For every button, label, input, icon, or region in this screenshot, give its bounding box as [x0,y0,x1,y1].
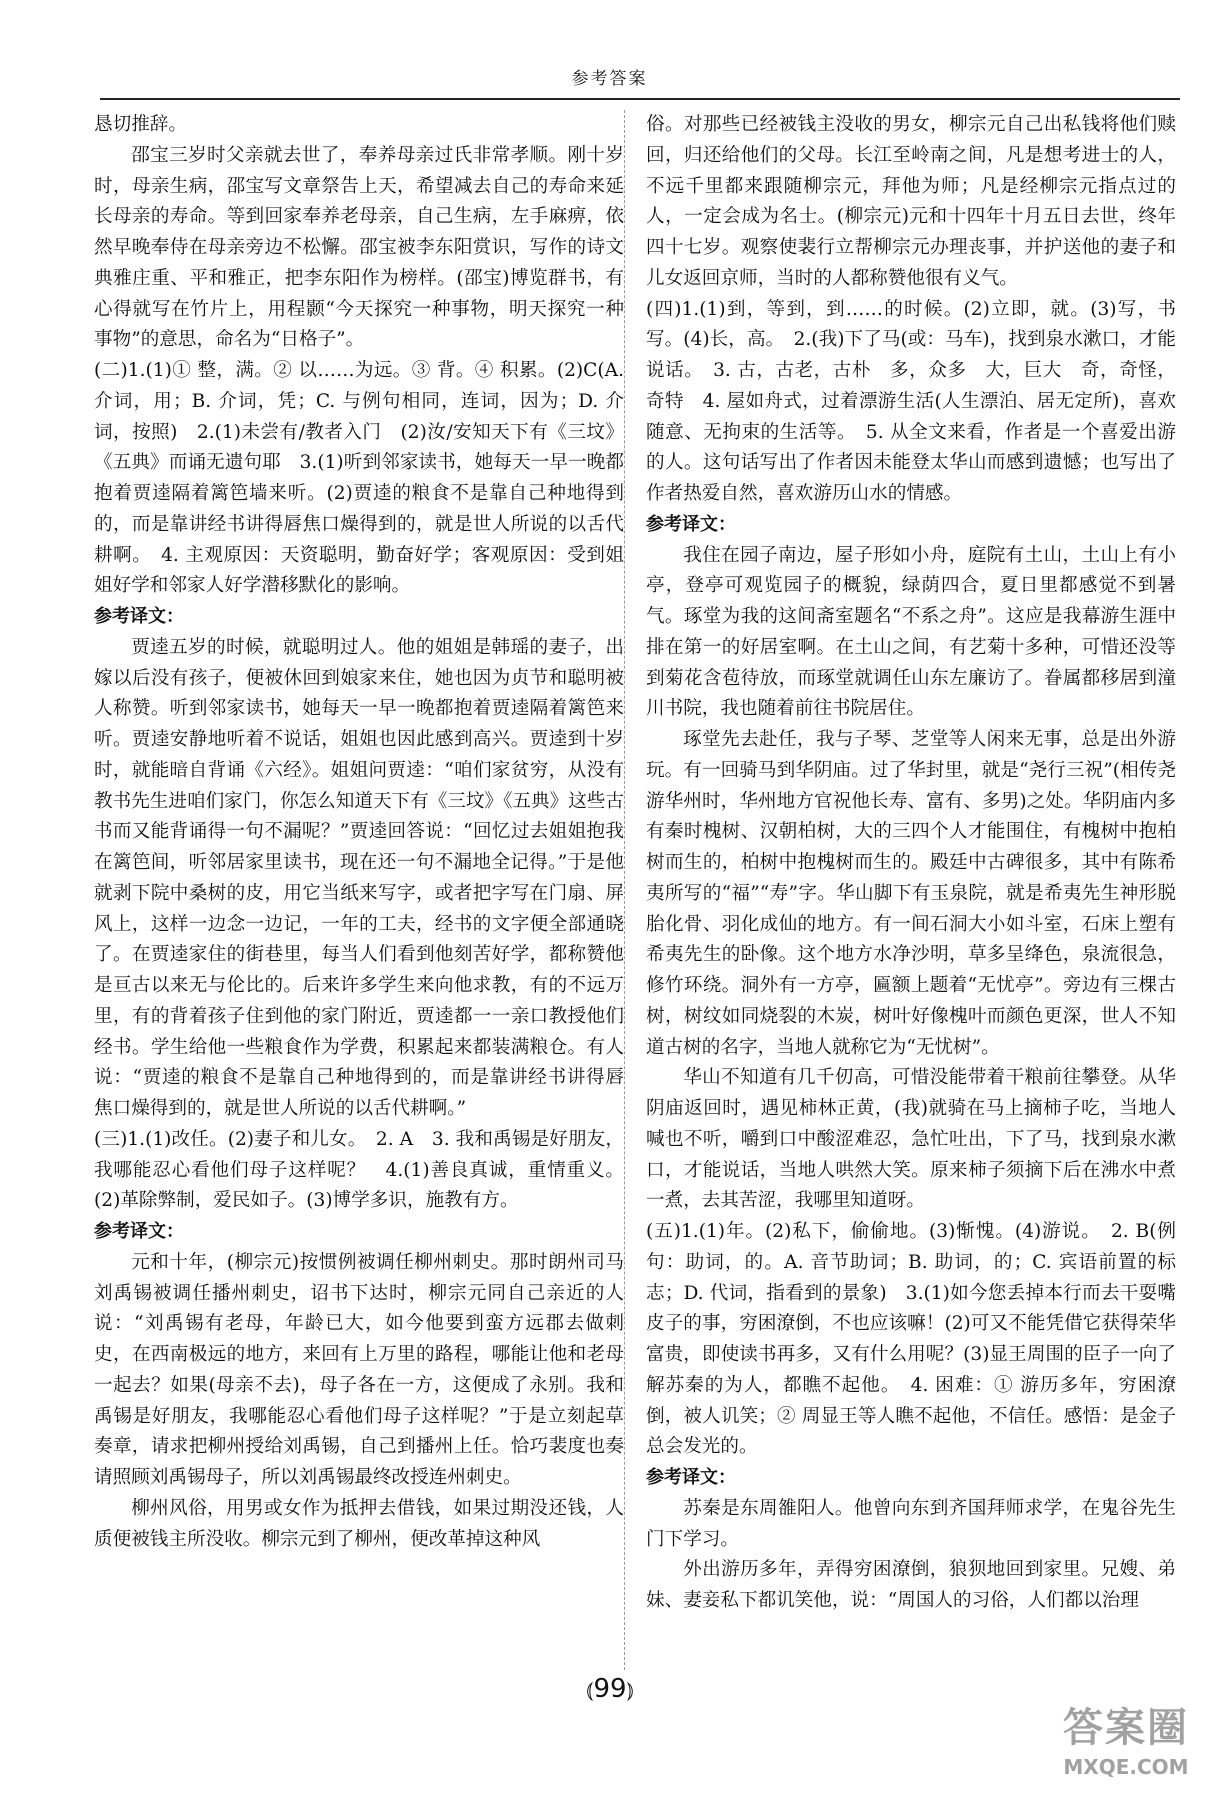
watermark-logo: 答案圈 [1063,1705,1189,1751]
page-number-left-ornament: ⦅ [586,1678,594,1703]
site-watermark [1041,1702,1211,1792]
paragraph: (四)1.(1)到，等到，到……的时候。(2)立即，就。(3)写，书写。(4)长，高。 2.(我)下了马(或：马车)，找到泉水漱口，才能说话。 3. 古，古老，古朴 多，众多 大，巨大 奇，奇怪，奇特 4. 屋如舟式，过着漂游生活(人生漂泊、居无定所)，喜欢随意、无拘束的生活等。 5. 从全文来看，作者是一个喜爱出游的人。这句话写出了作者因未能登太华山而感到遗憾；也写出了作者热爱自然，喜欢游历山水的情感。 [646,298,1176,504]
paragraph: (五)1.(1)年。(2)私下，偷偷地。(3)惭愧。(4)游说。 2. B(例句：助词，的。A. 音节助词；B. 助词，的；C. 宾语前置的标志；D. 代词，指看到的景象) 3.(1)如今您丢掉本行而去干耍嘴皮子的事，穷困潦倒，不也应该嘛！(2)可又不能凭借它获得荣华富贵，即使读书再多，又有什么用呢？(3)显王周围的臣子一向了解苏秦的为人，都瞧不起他。 4. 困难：① 游历多年，穷困潦倒，被人讥笑；② 周显王等人瞧不起他，不信任。感悟：是金子总会发光的。 [646,1221,1176,1458]
paragraph: 外出游历多年，弄得穷困潦倒，狼狈地回到家里。兄嫂、弟妹、妻妾私下都讥笑他，说：“周国人的习俗，人们都以治理 [646,1559,1176,1611]
paragraph: 恳切推辞。 [94,114,187,135]
paragraph: (三)1.(1)改任。(2)妻子和儿女。 2. A 3. 我和禹锡是好朋友，我哪能忍心看他们母子这样呢？ 4.(1)善良真诚，重情重义。(2)革除弊制，爱民如子。(3)博学多识，施教有方。 [94,1128,624,1212]
paragraph: 我住在园子南边，屋子形如小舟，庭院有土山，土山上有小亭，登亭可观览园子的概貌，绿荫四合，夏日里都感觉不到暑气。琢堂为我的这间斋室题名“不系之舟”。这应是我幕游生涯中排在第一的好居室啊。在土山之间，有艺菊十多种，可惜还没等到菊花含苞待放，而琢堂就调任山东左廉访了。眷属都移居到潼川书院，我也随着前往书院居住。 [646,544,1176,720]
paragraph: 贾逵五岁的时候，就聪明过人。他的姐姐是韩瑶的妻子，出嫁以后没有孩子，便被休回到娘家来住，她也因为贞节和聪明被人称赞。听到邻家读书，她每天一早一晚都抱着贾逵隔着篱笆来听。贾逵安静地听着不说话，姐姐也因此感到高兴。贾逵到十岁时，就能暗自背诵《六经》。姐姐问贾逵：“咱们家贫穷，从没有教书先生进咱们家门，你怎么知道天下有《三坟》《五典》这些古书而又能背诵得一句不漏呢？”贾逵回答说：“回忆过去姐姐抱我在篱笆间，听邻居家里读书，现在还一句不漏地全记得。”于是他就剥下院中桑树的皮，用它当纸来写字，或者把字写在门扇、屏风上，这样一边念一边记，一年的工夫，经书的文字便全部通晓了。在贾逵家住的街巷里，每当人们看到他刻苦好学，都称赞他是亘古以来无与伦比的。后来许多学生来向他求教，有的不远万里，有的背着孩子住到他的家门附近，贾逵都一一亲口教授他们经书。学生给他一些粮食作为学费，积累起来都装满粮仓。有人说：“贾逵的粮食不是靠自己种地得到的，而是靠讲经书讲得唇焦口燥得到的，就是世人所说的以舌代耕啊。” [94,636,624,1119]
page-number-value: 99 [593,1674,627,1704]
paragraph: 邵宝三岁时父亲就去世了，奉养母亲过氏非常孝顺。刚十岁时，母亲生病，邵宝写文章祭告上天，希望减去自己的寿命来延长母亲的寿命。等到回家奉养老母亲，自己生病，左手麻痹，依然早晚奉侍在母亲旁边不松懈。邵宝被李东阳赏识，写作的诗文典雅庄重、平和雅正，把李东阳作为榜样。(邵宝)博览群书，有心得就写在竹片上，用程颢“今天探究一种事物，明天探究一种事物”的意思，命名为“日格子”。 [94,144,624,351]
page-number-right-ornament: ⦆ [626,1678,634,1703]
page-header [0,0,1219,100]
paragraph: 俗。对那些已经被钱主没收的男女，柳宗元自己出私钱将他们赎回，归还给他们的父母。长江至岭南之间，凡是想考进士的人，不远千里都来跟随柳宗元，拜他为师；凡是经柳宗元指点过的人，一定会成为名士。(柳宗元)元和十四年十月五日去世，终年四十七岁。观察使裴行立帮柳宗元办理丧事，并护送他的妻子和儿女返回京师，当时的人都称赞他很有义气。 [646,114,1176,289]
page-number [560,1672,660,1706]
left-column [94,110,624,1675]
header-rule [100,98,1180,100]
paragraph: 元和十年，(柳宗元)按惯例被调任柳州刺史。那时朗州司马刘禹锡被调任播州刺史，诏书下达时，柳宗元同自己亲近的人说：“刘禹锡有老母，年龄已大，如今他要到蛮方远郡去做刺史，在西南极远的地方，来回有上万里的路程，哪能让他和老母一起去？如果(母亲不去)，母子各在一方，这便成了永别。我和禹锡是好朋友，我哪能忍心看他们母子这样呢？”于是立刻起草奏章，请求把柳州授给刘禹锡，自己到播州上任。恰巧裴度也奏请照顾刘禹锡母子，所以刘禹锡最终改授连州刺史。 [94,1251,624,1488]
column-divider [624,110,625,1670]
paragraph: 琢堂先去赴任，我与子琴、芝堂等人闲来无事，总是出外游玩。有一回骑马到华阴庙。过了华封里，就是“尧行三祝”(相传尧游华州时，华州地方官祝他长寿、富有、多男)之处。华阴庙内多有秦时槐树、汉朝柏树，大的三四个人才能围住，有槐树中抱柏树而生的，柏树中抱槐树而生的。殿廷中古碑很多，其中有陈希夷所写的“福”“寿”字。华山脚下有玉泉院，就是希夷先生神形脱胎化骨、羽化成仙的地方。有一间石洞大小如斗室，石床上塑有希夷先生的卧像。这个地方水净沙明，草多呈绛色，泉流很急，修竹环绕。洞外有一方亭，匾额上题着“无忧亭”。旁边有三棵古树，树纹如同烧裂的木炭，树叶好像槐叶而颜色更深，世人不知道古树的名字，当地人就称它为“无忧树”。 [646,729,1176,1058]
paragraph: 柳州风俗，用男或女作为抵押去借钱，如果过期没还钱，人质便被钱主所没收。柳宗元到了柳州，便改革掉这种风 [94,1497,624,1550]
section-heading: 参考译文： [94,606,184,627]
right-column [646,110,1176,1675]
paragraph: 苏秦是东周雒阳人。他曾向东到齐国拜师求学，在鬼谷先生门下学习。 [646,1497,1176,1550]
paragraph: 华山不知道有几千仞高，可惜没能带着干粮前往攀登。从华阴庙返回时，遇见柿林正黄，(我)就骑在马上摘柿子吃，当地人喊也不听，嚼到口中酸涩难忍，急忙吐出，下了马，找到泉水漱口，才能说话，当地人哄然大笑。原来柿子须摘下后在沸水中煮一煮，去其苦涩，我哪里知道呀。 [646,1067,1176,1212]
watermark-url: MXQE.COM [1063,1755,1189,1779]
paragraph: (二)1.(1)① 整，满。② 以……为远。③ 背。④ 积累。(2)C(A. 介词，用；B. 介词，凭；C. 与例句相同，连词，因为；D. 介词，按照) 2.(1)未尝有/教者入门 (2)汝/安知天下有《三坟》《五典》而诵无遗句耶 3.(1)听到邻家读书，她每天一早一晚都抱着贾逵隔着篱笆墙来听。(2)贾逵的粮食不是靠自己种地得到的，而是靠讲经书讲得唇焦口燥得到的，就是世人所说的以舌代耕啊。 4. 主观原因：天资聪明，勤奋好学；客观原因：受到姐姐好学和邻家人好学潜移默化的影响。 [94,360,624,597]
section-heading: 参考译文： [646,1467,736,1488]
section-heading: 参考译文： [646,513,736,535]
header-title: 参考答案 [571,69,648,89]
section-heading: 参考译文： [94,1221,184,1242]
